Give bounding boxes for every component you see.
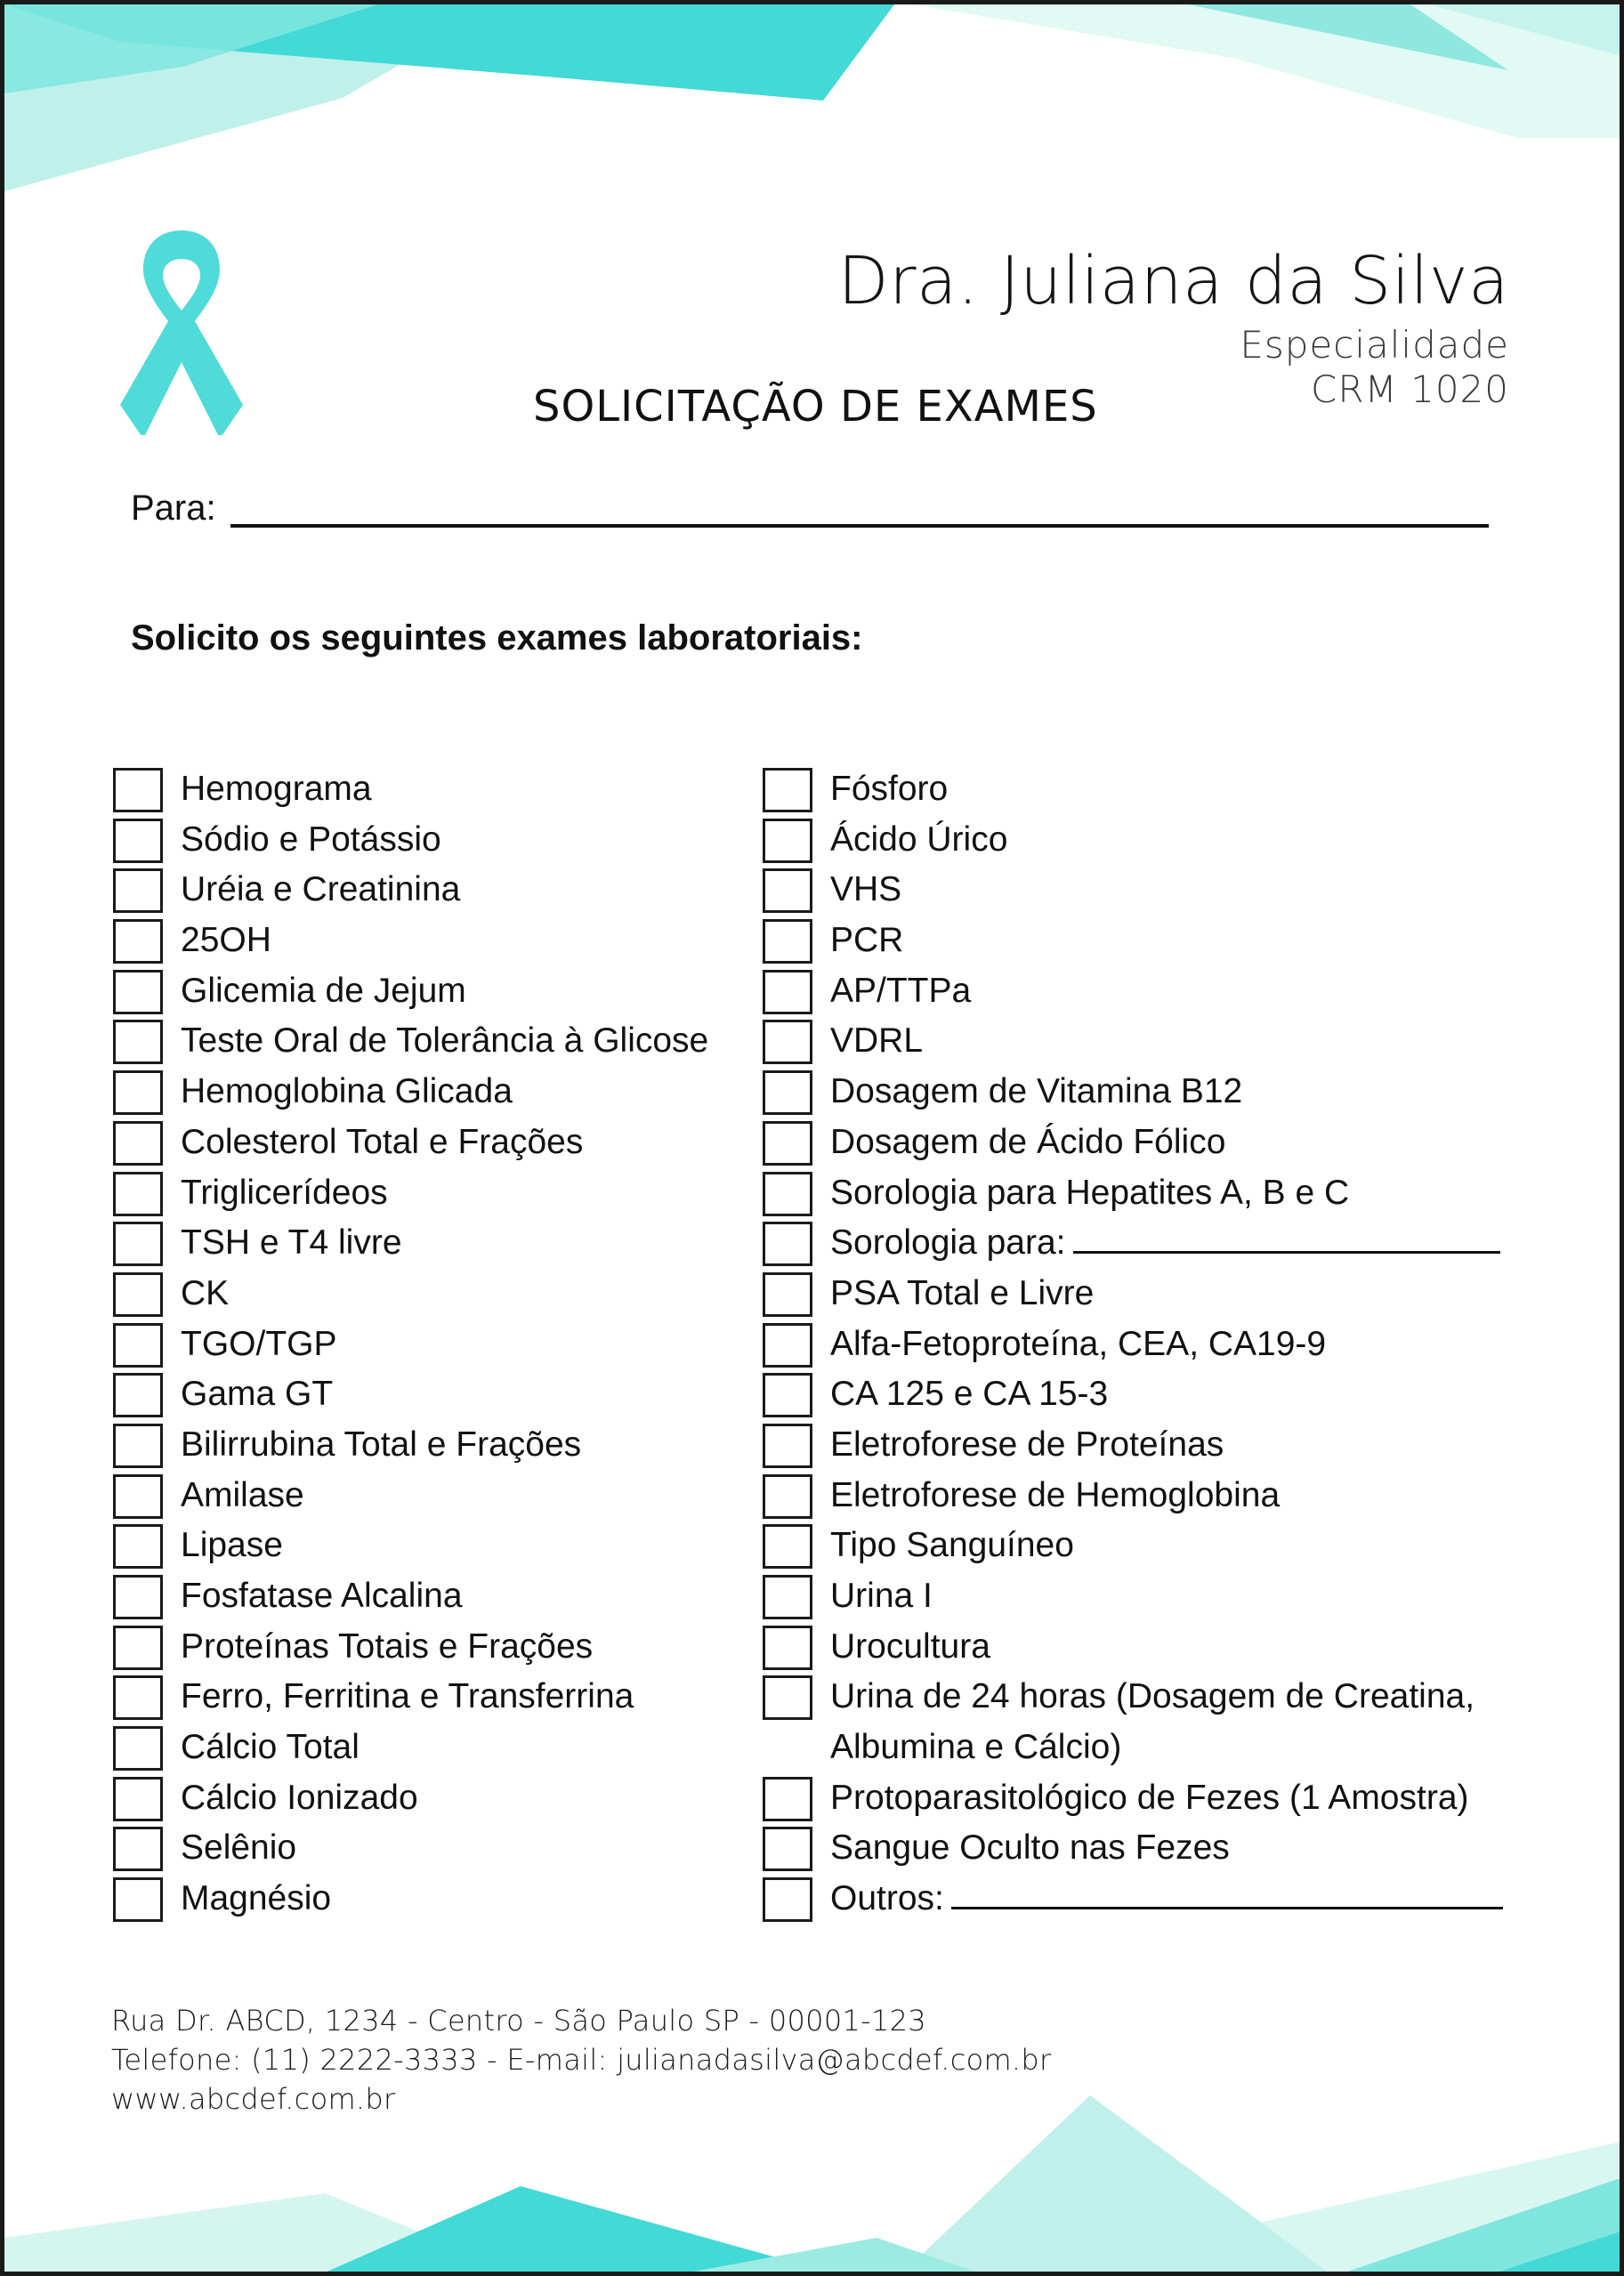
exam-label xyxy=(181,1874,331,1925)
exam-label-text: PCR xyxy=(830,921,904,960)
exam-item xyxy=(113,1522,825,1573)
exam-checkbox[interactable] xyxy=(763,1626,812,1670)
exam-item xyxy=(113,1422,825,1473)
exam-label xyxy=(830,966,971,1017)
exam-label xyxy=(830,1571,933,1622)
exam-checkbox[interactable] xyxy=(763,1877,812,1922)
exam-label-text: 25OH xyxy=(181,921,271,960)
exam-label xyxy=(181,1218,402,1269)
exam-item xyxy=(113,817,825,868)
exam-label xyxy=(181,1571,463,1622)
exam-label-text: Tipo Sanguíneo xyxy=(830,1526,1074,1565)
exam-label-text: Cálcio Total xyxy=(181,1728,360,1767)
exam-checkbox[interactable] xyxy=(763,1070,812,1115)
exam-label xyxy=(181,1320,337,1370)
exam-item xyxy=(763,1371,1528,1422)
exam-label xyxy=(181,1471,304,1521)
exam-label-text: Bilirrubina Total e Frações xyxy=(181,1425,582,1464)
deco-shape xyxy=(307,2186,859,2276)
exam-item xyxy=(763,1220,1528,1271)
exam-item xyxy=(113,766,825,817)
exam-label xyxy=(181,815,441,866)
exam-label-text: VHS xyxy=(830,870,902,909)
exam-item xyxy=(113,1119,825,1170)
exam-item xyxy=(113,1321,825,1372)
exam-item xyxy=(763,1271,1528,1321)
exam-item xyxy=(113,1724,825,1775)
exam-label xyxy=(181,1369,333,1420)
exam-checkbox[interactable] xyxy=(113,1675,163,1720)
exam-checkbox[interactable] xyxy=(113,819,163,863)
exam-checkbox[interactable] xyxy=(113,1474,163,1519)
deco-shape xyxy=(1321,2175,1624,2276)
recipient-line[interactable] xyxy=(230,524,1489,528)
exam-label xyxy=(181,865,460,916)
exam-item xyxy=(113,1170,825,1221)
deco-shape xyxy=(894,2095,1339,2276)
exam-label-text: Sódio e Potássio xyxy=(181,819,441,859)
request-lead-text: Solicito os seguintes exames laboratoriais: xyxy=(131,618,863,658)
exam-label-text: Outros: xyxy=(830,1879,944,1918)
exam-label xyxy=(181,1420,581,1471)
exam-label-text: CA 125 e CA 15-3 xyxy=(830,1375,1109,1414)
exam-label-text: Amilase xyxy=(181,1475,304,1514)
doctor-name: Dra. Juliana da Silva xyxy=(837,243,1509,319)
exam-label xyxy=(830,1016,923,1067)
deco-shape xyxy=(4,4,503,191)
exam-label-text: Urocultura xyxy=(830,1626,990,1666)
exam-item xyxy=(113,1573,825,1624)
exam-label xyxy=(181,1823,296,1874)
exam-label-text: Ácido Úrico xyxy=(830,819,1008,859)
exam-checkbox[interactable] xyxy=(763,1020,812,1064)
form-title: SOLICITAÇÃO DE EXAMES xyxy=(533,382,1098,432)
exam-item xyxy=(113,1371,825,1422)
exam-label-text: Colesterol Total e Frações xyxy=(181,1122,584,1161)
exam-label-text: Eletroforese de Proteínas xyxy=(830,1425,1224,1464)
exam-label xyxy=(830,1369,1108,1420)
exam-label-text: Dosagem de Ácido Fólico xyxy=(830,1122,1226,1161)
exam-list-left xyxy=(113,766,825,1926)
deco-shape xyxy=(4,4,894,101)
exam-label xyxy=(830,1773,1469,1824)
exam-item xyxy=(763,1473,1528,1523)
exam-label-text: Triglicerídeos xyxy=(181,1173,388,1212)
exam-checkbox[interactable] xyxy=(763,1222,812,1266)
exam-label-text: Urina I xyxy=(830,1577,933,1615)
exam-label-text: PSA Total e Livre xyxy=(830,1273,1095,1312)
footer-contact: Telefone: (11) 2222-3333 - E-mail: julianadasilva@abcdef.com.br xyxy=(111,2043,1052,2077)
exam-item xyxy=(113,1624,825,1675)
deco-shape xyxy=(4,4,378,93)
exam-label xyxy=(830,1672,1542,1772)
exam-checkbox[interactable] xyxy=(763,970,812,1014)
awareness-ribbon-icon xyxy=(118,229,245,435)
exam-checkbox[interactable] xyxy=(763,819,812,863)
footer-website: www.abcdef.com.br xyxy=(111,2082,396,2116)
exam-label-text: CK xyxy=(181,1273,230,1312)
deco-shape xyxy=(645,2238,1001,2276)
exam-label xyxy=(830,865,901,916)
exam-label xyxy=(181,1622,593,1673)
exam-checkbox[interactable] xyxy=(763,1424,812,1468)
exam-label xyxy=(830,1874,1503,1925)
exam-label-text: Ferro, Ferritina e Transferrina xyxy=(181,1677,634,1716)
exam-checkbox[interactable] xyxy=(113,919,163,964)
exam-item xyxy=(113,1473,825,1523)
exam-label xyxy=(830,1218,1500,1269)
exam-label-text: Sorologia para Hepatites A, B e C xyxy=(830,1173,1350,1212)
exam-label-text: Sangue Oculto nas Fezes xyxy=(830,1828,1230,1868)
exam-blank-line[interactable] xyxy=(1073,1220,1500,1254)
exam-label xyxy=(181,1168,388,1219)
exam-label-text: TSH e T4 livre xyxy=(181,1223,402,1263)
exam-label-text: Uréia e Creatinina xyxy=(181,870,461,909)
exam-item xyxy=(113,1018,825,1069)
exam-label-text: Alfa-Fetoproteína, CEA, CA19-9 xyxy=(830,1324,1327,1363)
exam-checkbox[interactable] xyxy=(763,1172,812,1216)
exam-item xyxy=(763,817,1528,868)
exam-label xyxy=(181,1269,229,1320)
exam-label xyxy=(830,1067,1242,1118)
exam-label-text: Fósforo xyxy=(830,770,949,808)
exam-item xyxy=(113,1674,825,1724)
recipient-label: Para: xyxy=(131,488,216,528)
exam-label-text: AP/TTPa xyxy=(830,971,972,1010)
exam-label xyxy=(830,1622,990,1673)
exam-label-text: Hemoglobina Glicada xyxy=(181,1072,513,1111)
exam-checkbox[interactable] xyxy=(113,768,163,812)
footer-address: Rua Dr. ABCD, 1234 - Centro - São Paulo SP - 00001-123 xyxy=(111,2004,926,2038)
doctor-crm: CRM 1020 xyxy=(1311,367,1509,411)
exam-label-text: Eletroforese de Hemoglobina xyxy=(830,1475,1281,1514)
exam-item xyxy=(113,867,825,917)
exam-item xyxy=(763,1170,1528,1221)
recipient-field[interactable] xyxy=(131,485,1492,538)
exam-label xyxy=(181,1016,708,1067)
exam-label-text: Cálcio Ionizado xyxy=(181,1778,418,1817)
deco-shape xyxy=(1473,2229,1624,2276)
exam-label-text: Teste Oral de Tolerância à Glicose xyxy=(181,1021,709,1061)
doctor-specialty: Especialidade xyxy=(1240,323,1509,367)
exam-checkbox[interactable] xyxy=(763,919,812,964)
exam-label xyxy=(830,1521,1074,1571)
deco-shape xyxy=(912,4,1624,138)
exam-item xyxy=(763,1674,1528,1774)
exam-item xyxy=(113,917,825,968)
exam-checkbox[interactable] xyxy=(113,868,163,913)
exam-checkbox[interactable] xyxy=(113,1524,163,1569)
exam-label xyxy=(181,966,466,1017)
exam-checkbox[interactable] xyxy=(763,1675,812,1720)
exam-checkbox[interactable] xyxy=(113,1020,163,1064)
exam-label xyxy=(181,1723,360,1773)
exam-checkbox[interactable] xyxy=(763,1575,812,1619)
exam-label-text: Glicemia de Jejum xyxy=(181,971,466,1010)
exam-checkbox[interactable] xyxy=(113,1575,163,1619)
exam-item xyxy=(113,1775,825,1826)
exam-checkbox[interactable] xyxy=(113,1827,163,1871)
exam-label-text: Fosfatase Alcalina xyxy=(181,1577,463,1615)
exam-label xyxy=(181,1118,583,1168)
exam-item xyxy=(763,1321,1528,1372)
exam-item xyxy=(763,1522,1528,1573)
exam-label-text: Sorologia para: xyxy=(830,1223,1066,1263)
exam-checkbox[interactable] xyxy=(113,970,163,1014)
exam-item xyxy=(763,1876,1528,1926)
exam-item xyxy=(763,1775,1528,1826)
exam-label-text: Hemograma xyxy=(181,770,372,808)
footer xyxy=(111,2001,1051,2119)
exam-checkbox[interactable] xyxy=(763,1323,812,1368)
exam-label-text: Selênio xyxy=(181,1828,297,1868)
exam-blank-line[interactable] xyxy=(951,1876,1503,1909)
exam-item xyxy=(763,1018,1528,1069)
exam-label xyxy=(181,764,372,815)
exam-item xyxy=(113,968,825,1019)
exam-item xyxy=(113,1271,825,1321)
exam-item xyxy=(113,1825,825,1876)
exam-label-text: TGO/TGP xyxy=(181,1324,337,1363)
exam-checkbox[interactable] xyxy=(763,868,812,913)
exam-label-text: Gama GT xyxy=(181,1375,334,1414)
exam-label xyxy=(181,1521,283,1571)
exam-checkbox[interactable] xyxy=(113,1070,163,1115)
exam-checkbox[interactable] xyxy=(113,1424,163,1468)
exam-item xyxy=(763,1119,1528,1170)
exam-item xyxy=(763,917,1528,968)
exam-checkbox[interactable] xyxy=(763,1272,812,1317)
exam-checkbox[interactable] xyxy=(763,1827,812,1871)
exam-label-text: Urina de 24 horas (Dosagem de Creatina, Albumina e Cálcio) xyxy=(830,1677,1475,1767)
exam-checkbox[interactable] xyxy=(113,1373,163,1417)
exam-item xyxy=(763,1825,1528,1876)
exam-item xyxy=(113,1876,825,1926)
exam-label xyxy=(181,1067,513,1118)
exam-label-text: Proteínas Totais e Frações xyxy=(181,1626,594,1666)
exam-label xyxy=(830,1823,1230,1874)
exam-label-text: Protoparasitológico de Fezes (1 Amostra) xyxy=(830,1778,1469,1817)
exam-item xyxy=(763,968,1528,1019)
exam-list-right xyxy=(763,766,1528,1926)
exam-item xyxy=(763,1624,1528,1675)
exam-item xyxy=(763,766,1528,817)
exam-checkbox[interactable] xyxy=(763,1474,812,1519)
exam-checkbox[interactable] xyxy=(113,1726,163,1771)
deco-shape xyxy=(1001,2140,1624,2276)
deco-shape xyxy=(1188,4,1508,70)
exam-label xyxy=(181,916,271,966)
exam-label xyxy=(830,1420,1224,1471)
exam-label xyxy=(830,1471,1280,1521)
exam-checkbox[interactable] xyxy=(113,1877,163,1922)
exam-checkbox[interactable] xyxy=(113,1172,163,1216)
exam-item xyxy=(763,1069,1528,1119)
exam-label xyxy=(181,1773,418,1824)
exam-label xyxy=(830,1168,1349,1219)
exam-checkbox[interactable] xyxy=(763,1121,812,1166)
exam-label xyxy=(830,815,1007,866)
exam-label xyxy=(830,1269,1094,1320)
exam-label-text: Magnésio xyxy=(181,1879,332,1918)
exam-item xyxy=(763,867,1528,917)
exam-checkbox[interactable] xyxy=(113,1121,163,1166)
deco-shape xyxy=(1428,4,1624,58)
exam-checkbox[interactable] xyxy=(113,1626,163,1670)
exam-checkbox[interactable] xyxy=(763,768,812,812)
exam-item xyxy=(763,1422,1528,1473)
exam-item xyxy=(763,1573,1528,1624)
exam-checkbox[interactable] xyxy=(113,1323,163,1368)
exam-label-text: Dosagem de Vitamina B12 xyxy=(830,1072,1243,1111)
exam-checkbox[interactable] xyxy=(113,1222,163,1266)
exam-label xyxy=(830,1320,1326,1370)
exam-item xyxy=(113,1069,825,1119)
exam-label xyxy=(830,916,903,966)
exam-item xyxy=(113,1220,825,1271)
exam-checkbox[interactable] xyxy=(113,1777,163,1821)
exam-label xyxy=(830,1118,1225,1168)
exam-checkbox[interactable] xyxy=(763,1524,812,1569)
exam-checkbox[interactable] xyxy=(113,1272,163,1317)
exam-checkbox[interactable] xyxy=(763,1777,812,1821)
exam-label-text: VDRL xyxy=(830,1021,924,1061)
exam-label xyxy=(830,764,948,815)
deco-shape xyxy=(4,2193,538,2276)
exam-label-text: Lipase xyxy=(181,1526,283,1565)
exam-checkbox[interactable] xyxy=(763,1373,812,1417)
exam-label xyxy=(181,1672,634,1723)
